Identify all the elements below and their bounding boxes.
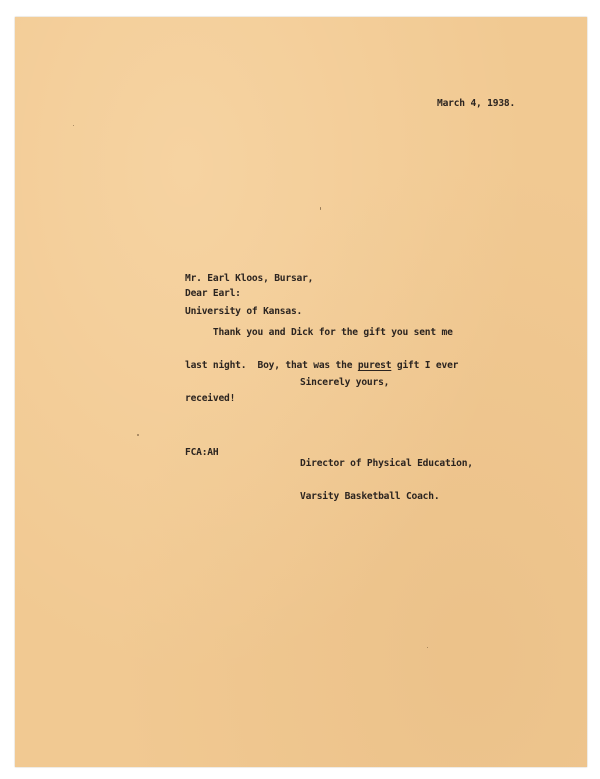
signature-block bbox=[300, 436, 473, 524]
recipient-name-line: Mr. Earl Kloos, Bursar, bbox=[185, 273, 314, 284]
complimentary-closing: Sincerely yours, bbox=[300, 377, 390, 388]
underlined-word: purest bbox=[357, 360, 392, 371]
paper-speck bbox=[73, 125, 74, 126]
paper-speck bbox=[137, 434, 139, 436]
paper-speck bbox=[320, 207, 321, 210]
body-line: received! bbox=[185, 393, 236, 404]
body-line bbox=[185, 360, 458, 371]
body-line: Thank you and Dick for the gift you sent me bbox=[185, 327, 453, 338]
letter-body bbox=[185, 305, 458, 426]
body-line-text: gift I ever bbox=[391, 360, 459, 371]
signature-title-line: Varsity Basketball Coach. bbox=[300, 491, 440, 502]
letter-page bbox=[15, 17, 587, 767]
letter-date: March 4, 1938. bbox=[437, 98, 516, 109]
paper-speck bbox=[427, 647, 428, 648]
body-line-text: last night. Boy, that was the bbox=[185, 360, 358, 371]
signature-title-line: Director of Physical Education, bbox=[300, 458, 473, 469]
reference-initials: FCA:AH bbox=[185, 447, 219, 458]
recipient-institution-line: University of Kansas. bbox=[185, 306, 303, 317]
salutation: Dear Earl: bbox=[185, 288, 241, 299]
